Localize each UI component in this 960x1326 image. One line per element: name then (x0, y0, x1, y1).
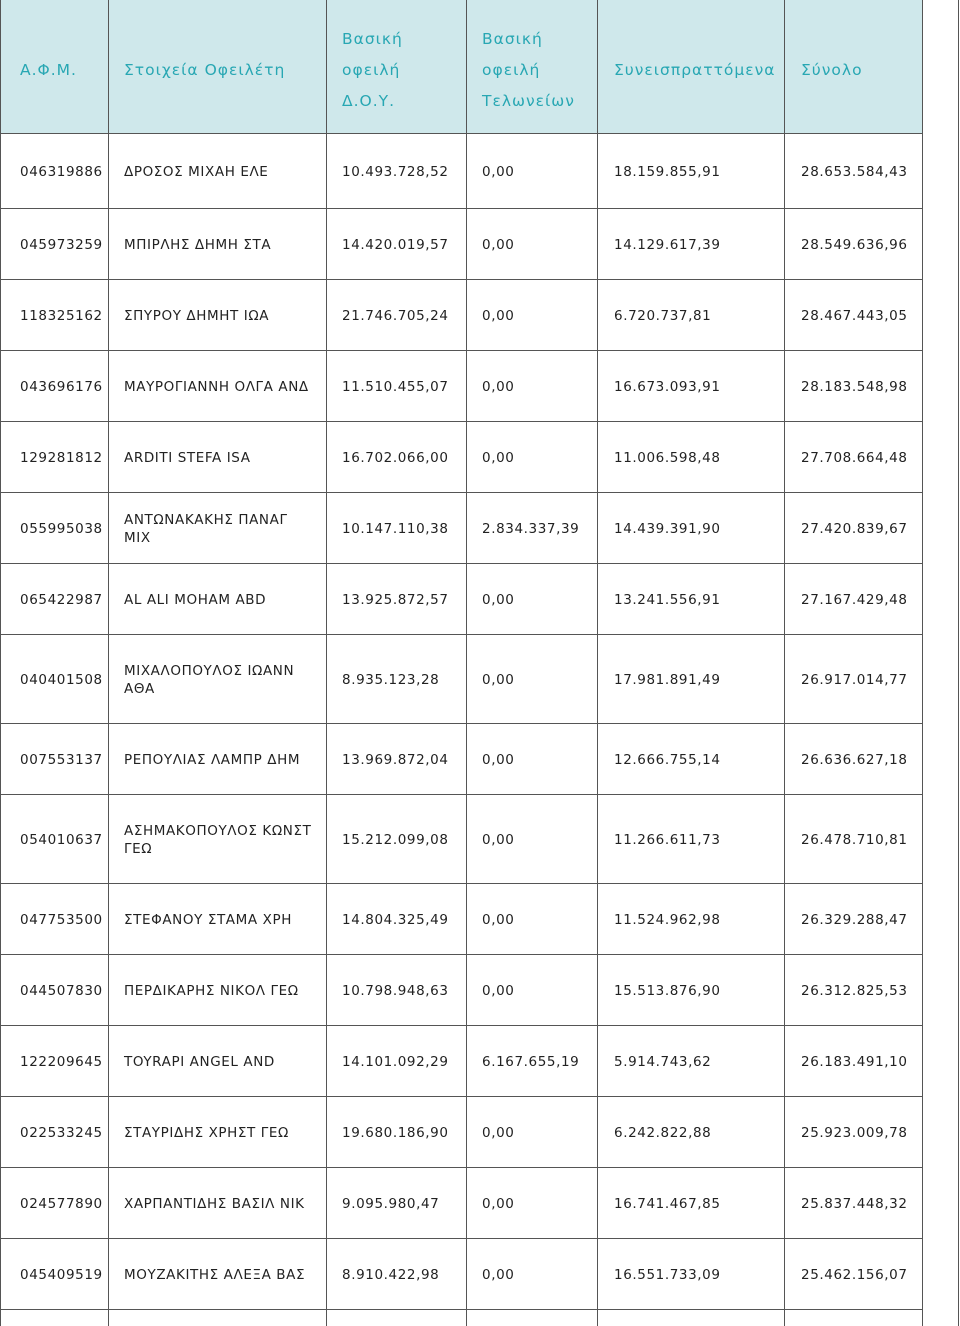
total-cell: 26.478.710,81 (801, 831, 908, 848)
debtor-name-cell: ΣΤΑΥΡΙΔΗΣ ΧΡΗΣΤ ΓΕΩ (124, 1124, 289, 1141)
header-text: Σύνολο (801, 61, 863, 79)
collected-cell: 16.673.093,91 (614, 378, 721, 395)
collected-cell: 14.439.391,90 (614, 520, 721, 537)
doy-debt-cell: 21.746.705,24 (342, 307, 449, 324)
doy-debt-cell: 14.101.092,29 (342, 1053, 449, 1070)
debtor-name-cell: AL ALI MOHAM ABD (124, 591, 267, 608)
doy-debt-cell: 11.510.455,07 (342, 378, 449, 395)
header-base-debt-doy (342, 24, 403, 117)
afm-cell: 129281812 (20, 449, 103, 466)
column-divider (108, 0, 109, 1326)
total-cell: 26.183.491,10 (801, 1053, 908, 1070)
afm-cell: 047753500 (20, 911, 103, 928)
customs-debt-cell: 0,00 (482, 911, 515, 928)
header-text: οφειλή (342, 61, 401, 79)
afm-cell: 024577890 (20, 1195, 103, 1212)
debtor-name-cell: ΜΙΧΑΛΟΠΟΥΛΟΣ ΙΩΑΝΝ ΑΘΑ (124, 662, 295, 697)
header-text: Στοιχεία Οφειλέτη (124, 61, 286, 79)
collected-cell: 12.666.755,14 (614, 751, 721, 768)
total-cell: 26.329.288,47 (801, 911, 908, 928)
header-text: Τελωνείων (482, 92, 575, 110)
total-cell: 26.917.014,77 (801, 671, 908, 688)
debtor-name-cell: ΠΕΡΔΙΚΑΡΗΣ ΝΙΚΟΛ ΓΕΩ (124, 982, 299, 999)
header-text: Βασική (482, 30, 543, 48)
total-cell: 28.549.636,96 (801, 236, 908, 253)
debtor-name-cell: ΜΠΙΡΛΗΣ ΔΗΜΗ ΣΤΑ (124, 236, 272, 253)
collected-cell: 13.241.556,91 (614, 591, 721, 608)
header-afm (20, 55, 77, 86)
header-debtor (124, 55, 285, 86)
doy-debt-cell: 9.095.980,47 (342, 1195, 440, 1212)
afm-cell: 022533245 (20, 1124, 103, 1141)
customs-debt-cell: 0,00 (482, 236, 515, 253)
debtor-name-cell: ΧΑΡΠΑΝΤΙΔΗΣ ΒΑΣΙΛ ΝΙΚ (124, 1195, 305, 1212)
total-cell: 27.420.839,67 (801, 520, 908, 537)
header-collected (614, 55, 776, 86)
afm-cell: 065422987 (20, 591, 103, 608)
column-divider (0, 0, 1, 1326)
column-divider (597, 0, 598, 1326)
afm-cell: 045973259 (20, 236, 103, 253)
doy-debt-cell: 8.935.123,28 (342, 671, 440, 688)
afm-cell: 118325162 (20, 307, 103, 324)
afm-cell: 043696176 (20, 378, 103, 395)
total-cell: 26.312.825,53 (801, 982, 908, 999)
doy-debt-cell: 13.925.872,57 (342, 591, 449, 608)
total-cell: 28.183.548,98 (801, 378, 908, 395)
doy-debt-cell: 10.147.110,38 (342, 520, 449, 537)
doy-debt-cell: 15.212.099,08 (342, 831, 449, 848)
collected-cell: 6.242.822,88 (614, 1124, 712, 1141)
column-divider (784, 0, 785, 1326)
column-divider (958, 0, 959, 1326)
customs-debt-cell: 6.167.655,19 (482, 1053, 580, 1070)
total-cell: 25.462.156,07 (801, 1266, 908, 1283)
column-divider (326, 0, 327, 1326)
doy-debt-cell: 10.493.728,52 (342, 163, 449, 180)
afm-cell: 054010637 (20, 831, 103, 848)
total-cell: 28.653.584,43 (801, 163, 908, 180)
customs-debt-cell: 0,00 (482, 378, 515, 395)
customs-debt-cell: 0,00 (482, 449, 515, 466)
doy-debt-cell: 13.969.872,04 (342, 751, 449, 768)
afm-cell: 045409519 (20, 1266, 103, 1283)
collected-cell: 16.551.733,09 (614, 1266, 721, 1283)
afm-cell: 040401508 (20, 671, 103, 688)
total-cell: 25.837.448,32 (801, 1195, 908, 1212)
debtor-name-cell: ARDITI STEFA ISA (124, 449, 251, 466)
customs-debt-cell: 0,00 (482, 1195, 515, 1212)
customs-debt-cell: 0,00 (482, 831, 515, 848)
doy-debt-cell: 16.702.066,00 (342, 449, 449, 466)
collected-cell: 11.006.598,48 (614, 449, 721, 466)
collected-cell: 6.720.737,81 (614, 307, 712, 324)
collected-cell: 11.524.962,98 (614, 911, 721, 928)
doy-debt-cell: 19.680.186,90 (342, 1124, 449, 1141)
afm-cell: 122209645 (20, 1053, 103, 1070)
header-text: οφειλή (482, 61, 541, 79)
column-divider (922, 0, 923, 1326)
afm-cell: 046319886 (20, 163, 103, 180)
doy-debt-cell: 10.798.948,63 (342, 982, 449, 999)
total-cell: 27.167.429,48 (801, 591, 908, 608)
collected-cell: 14.129.617,39 (614, 236, 721, 253)
header-text: Βασική (342, 30, 403, 48)
header-base-debt-customs (482, 24, 575, 117)
customs-debt-cell: 0,00 (482, 1124, 515, 1141)
debtor-name-cell: ΜΟΥΖΑΚΙΤΗΣ ΑΛΕΞΑ ΒΑΣ (124, 1266, 306, 1283)
debtor-name-cell: TOYRAPI ANGEL AND (124, 1053, 275, 1070)
total-cell: 27.708.664,48 (801, 449, 908, 466)
collected-cell: 11.266.611,73 (614, 831, 721, 848)
header-total (801, 55, 863, 86)
header-text: Δ.Ο.Υ. (342, 92, 396, 110)
column-divider (466, 0, 467, 1326)
collected-cell: 18.159.855,91 (614, 163, 721, 180)
debtor-name-cell: ΑΝΤΩΝΑΚΑΚΗΣ ΠΑΝΑΓ ΜΙΧ (124, 511, 288, 546)
total-cell: 26.636.627,18 (801, 751, 908, 768)
collected-cell: 5.914.743,62 (614, 1053, 712, 1070)
doy-debt-cell: 14.804.325,49 (342, 911, 449, 928)
customs-debt-cell: 0,00 (482, 982, 515, 999)
collected-cell: 15.513.876,90 (614, 982, 721, 999)
customs-debt-cell: 0,00 (482, 591, 515, 608)
doy-debt-cell: 14.420.019,57 (342, 236, 449, 253)
afm-cell: 044507830 (20, 982, 103, 999)
header-text: Συνεισπραττόμενα (614, 61, 776, 79)
doy-debt-cell: 8.910.422,98 (342, 1266, 440, 1283)
afm-cell: 055995038 (20, 520, 103, 537)
customs-debt-cell: 0,00 (482, 671, 515, 688)
customs-debt-cell: 0,00 (482, 163, 515, 180)
debtor-name-cell: ΣΤΕΦΑΝΟΥ ΣΤΑΜΑ ΧΡΗ (124, 911, 292, 928)
collected-cell: 16.741.467,85 (614, 1195, 721, 1212)
afm-cell: 007553137 (20, 751, 103, 768)
debtor-name-cell: ΜΑΥΡΟΓΙΑΝΝΗ ΟΛΓΑ ΑΝΔ (124, 378, 309, 395)
customs-debt-cell: 0,00 (482, 751, 515, 768)
debtor-name-cell: ΔΡΟΣΟΣ ΜΙΧΑΗ ΕΛΕ (124, 163, 269, 180)
header-text: Α.Φ.Μ. (20, 61, 77, 79)
debtor-name-cell: ΑΣΗΜΑΚΟΠΟΥΛΟΣ ΚΩΝΣΤ ΓΕΩ (124, 822, 312, 857)
customs-debt-cell: 0,00 (482, 307, 515, 324)
total-cell: 25.923.009,78 (801, 1124, 908, 1141)
collected-cell: 17.981.891,49 (614, 671, 721, 688)
customs-debt-cell: 0,00 (482, 1266, 515, 1283)
debtor-name-cell: ΣΠΥΡΟΥ ΔΗΜΗΤ ΙΩΑ (124, 307, 270, 324)
debtor-name-cell: ΡΕΠΟΥΛΙΑΣ ΛΑΜΠΡ ΔΗΜ (124, 751, 301, 768)
customs-debt-cell: 2.834.337,39 (482, 520, 580, 537)
total-cell: 28.467.443,05 (801, 307, 908, 324)
